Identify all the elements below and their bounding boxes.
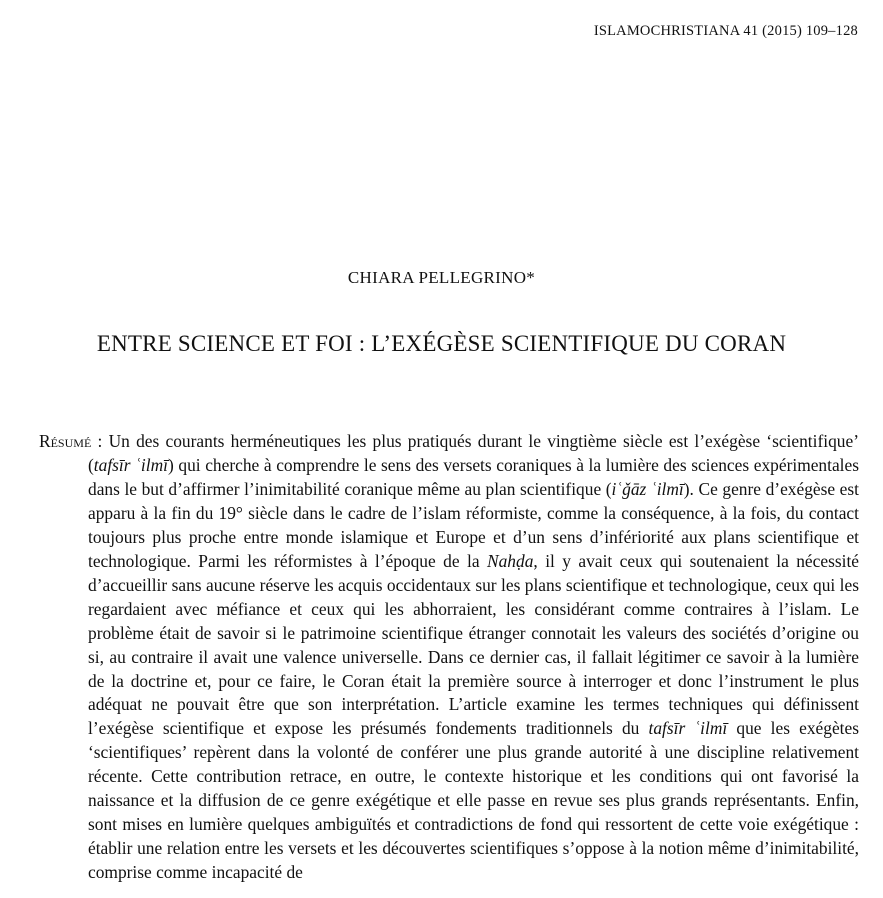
abstract-text-segment: que les exégètes ‘scientifiques’ repèrent dans la volonté de conférer une plus grande autorité à une discipline relativement récente. Cette contribution retrace, en outre, le contexte historique et les conditions qui ont favorisé la naissance et la diffusion de ce genre exégétique et elle passe en revue ses plus grands représentants. Enfin, sont mises en lumière quelques ambiguïtés et contradictions de fond qui ressortent de cette voie exégétique : établir une relation entre les versets et les découvertes scientifiques s’oppose à la notion même d’inimitabilité, comprise comme incapacité de [88,718,859,883]
abstract [39,430,859,885]
page-crop-edge [0,890,883,898]
author-name: CHIARA PELLEGRINO* [347,268,536,287]
abstract-text-segment: ) qui cherche à comprendre le sens des versets coraniques à la lumière des sciences expérimentales dans le but d’affirmer l’inimitabilité coranique même au plan scientifique ( [88,454,859,499]
running-head: ISLAMOCHRISTIANA 41 (2015) 109–128 [593,23,858,39]
abstract-text-segment: , il y avait ceux qui soutenaient la nécessité d’accueillir sans aucune réserve les acquis occidentaux sur les plans scientifique et technologique, ceux qui les regardaient avec méfiance et ceux qui les abhorraient, les considérant comme contraires à l’islam. Le problème était de savoir si le patrimoine scientifique étranger connotait les valeurs des sociétés d’origine ou si, au contraire il avait une valence universelle. Dans ce dernier cas, il fallait légitimer ce savoir à la lumière de la doctrine et, pour ce faire, le Coran était la première source à interroger et donc l’instrument le plus adéquat ne pouvait être que son interprétation. L’article examine les termes techniques qui définissent l’exégèse scientifique et expose les présumés fondements traditionnels du [88,550,860,739]
abstract-body [88,431,859,882]
abstract-label: Résumé [39,431,92,451]
abstract-italic-term: tafsīr ʿilmī [93,454,168,475]
article-title: ENTRE SCIENCE ET FOI : L’EXÉGÈSE SCIENTIFIQUE DU CORAN [96,331,787,356]
abstract-text-segment: ). Ce genre d’exégèse est apparu à la fin du 19° siècle dans le cadre de l’islam réformiste, comme la conséquence, à la fois, du contact toujours plus proche entre monde islamique et Europe et d’un sens d’infériorité aux plans scientifique et technologique. Parmi les réformistes à l’époque de la [88,478,860,571]
abstract-text-segment: Un des courants herméneutiques les plus pratiqués durant le vingtième siècle est l’exégèse ‘scientifique’ ( [88,431,859,475]
abstract-paragraph [39,430,859,885]
abstract-italic-term: Nahḍa [487,550,534,571]
abstract-italic-term: iʿǧāz ʿilmī [611,478,684,499]
abstract-italic-term: tafsīr ʿilmī [648,718,728,739]
abstract-label-separator: : [91,431,109,451]
